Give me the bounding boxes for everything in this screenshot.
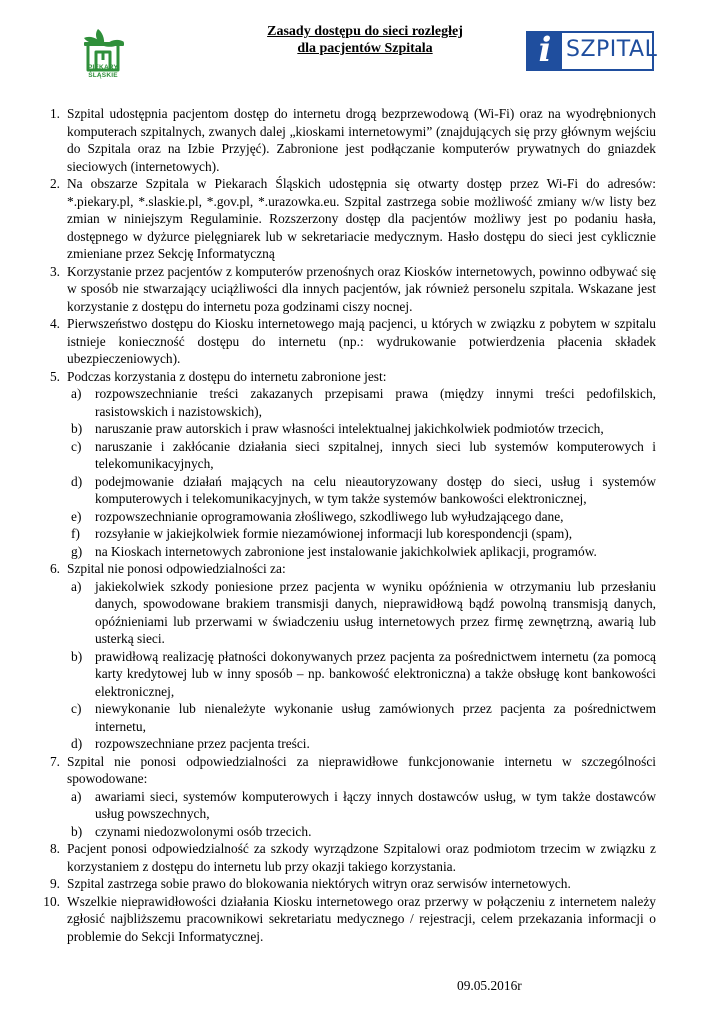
rule-number: 10. [43,893,60,909]
subitem-letter: g) [71,543,83,559]
rule-subitem [67,823,656,841]
rule-item [34,368,656,561]
rule-text: Wszelkie nieprawidłowości działania Kiosku internetowego oraz przerwy w połączeniu z internetem należy zgłosić najbliższemu pracownikowi sekretariatu medycznego / rejestracji, celem przekazania informacji o problemie do Sekcji Informatycznej. [67,893,656,944]
subitem-letter: d) [71,473,83,489]
rule-item [34,840,656,875]
rule-subitem [67,648,656,701]
subitem-text: prawidłową realizację płatności dokonywanych przez pacjenta za pośrednictwem internetu (za pomocą karty kredytowej lub w inny sposób – np. bankowość elektroniczna) a także obsługę kont bankowości elektronicznej, [95,648,656,699]
rule-subitem [67,385,656,420]
rule-number: 9. [49,876,60,891]
i-szpital-logo [526,30,658,71]
rule-number: 2. [49,176,60,191]
rule-subitem [67,525,656,543]
subitem-letter: d) [71,736,83,751]
rule-item [34,560,656,753]
subitem-letter: c) [71,438,82,454]
i-letter: i [538,30,552,70]
rule-item [34,315,656,368]
i-info-icon [528,30,562,70]
rule-item [34,875,656,893]
rule-text: Podczas korzystania z dostępu do internetu zabronione jest: [67,368,387,384]
subitem-text: podejmowanie działań mających na celu nieautoryzowany dostęp do sieci, usług i systemów komputerowych i telekomunikacyjnych, w tym także systemów bankowości elektronicznej, [95,473,656,506]
rule-subitem [67,735,656,753]
rules-list [34,105,656,945]
left-logo-caption-line1: PIEKARY [87,64,119,71]
title-line-1: Zasady dostępu do sieci rozległej [267,24,463,39]
title-line-2: dla pacjentów Szpitala [297,41,433,56]
rule-item [34,893,656,946]
left-logo-caption-line2: ŚLĄSKIE [88,71,118,79]
rule-subitem [67,473,656,508]
rule-number: 5. [49,368,60,384]
rule-text: Szpital nie ponosi odpowiedzialności za nieprawidłowe funkcjonowanie internetu w szczególności spowodowane: [67,753,656,786]
subitem-letter: c) [71,701,82,716]
rule-text: Szpital zastrzega sobie prawo do blokowania niektórych witryn oraz serwisów internetowych. [67,876,571,891]
rule-subitem [67,420,656,438]
rule-item [34,263,656,316]
subitem-letter: a) [71,788,82,804]
subitem-text: naruszanie i zakłócanie działania sieci szpitalnej, innych sieci lub systemów komputerowych i telekomunikacyjnych, [95,438,656,471]
page-title [150,23,580,57]
rule-subitem [67,788,656,823]
subitem-text: jakiekolwiek szkody poniesione przez pacjenta w wyniku opóźnienia w otrzymaniu lub przesłaniu danych, spowodowane brakiem transmisji danych, nieprawidłową bądź powolną transmisją danych, opóźnieniami lub przerwami w świadczeniu usług internetowych przez firmę zewnętrzną, awarią lub usterką sieci. [95,578,656,646]
subitem-text: na Kioskach internetowych zabronione jest instalowanie jakichkolwiek aplikacji, programów. [95,543,597,559]
rule-text: Korzystanie przez pacjentów z komputerów przenośnych oraz Kiosków internetowych, powinno odbywać się w sposób nie stwarzający uciążliwości dla innych pacjentów, jak również personelu szpitala. Wskazane jest korzystanie z dostępu do internetu poza godzinami ciszy nocnej. [67,263,656,314]
rule-subitem [67,543,656,561]
rule-subitem [67,508,656,526]
subitem-text: awariami sieci, systemów komputerowych i łączy innych dostawców usług, w tym także dostawców usług powszechnych, [95,788,656,821]
rule-subitem [67,700,656,735]
rule-number: 1. [49,106,60,121]
rule-subitem [67,438,656,473]
subitem-text: rozsyłanie w jakiejkolwiek formie niezamówionej informacji lub korespondencji (spam), [95,526,573,541]
rule-number: 7. [49,753,60,769]
subitem-letter: a) [71,386,82,401]
rule-text: Pierwszeństwo dostępu do Kiosku internetowego mają pacjenci, u których w związku z pobytem w szpitalu istnieje konieczność dostępu do internetu (np.: wydrukowanie potwierdzenia płacenia składek ubezpieczeniowych). [67,316,656,366]
rule-text: Szpital udostępnia pacjentom dostęp do internetu drogą bezprzewodową (Wi-Fi) oraz na wyodrębnionych komputerach szpitalnych, zwanych dalej „kioskami internetowymi” (znajdujących się przy głównym wejściu do Szpitala oraz na Izbie Przyjęć). Zabronione jest podłączanie komputerów prywatnych do gniazdek sieciowych (internetowych). [67,106,656,174]
subitem-text: rozpowszechnianie oprogramowania złośliwego, szkodliwego lub wyłudzającego dane, [95,508,564,524]
rule-item [34,753,656,841]
subitem-letter: b) [71,823,83,839]
subitem-text: naruszanie praw autorskich i praw własności intelektualnej jakichkolwiek podmiotów trzecich, [95,421,604,436]
rule-text: Szpital nie ponosi odpowiedzialności za: [67,561,286,576]
subitem-text: niewykonanie lub nienależyte wykonanie usług zamówionych przez pacjenta za pośrednictwem internetu, [95,701,656,734]
left-logo-caption [72,64,134,79]
subitem-text: rozpowszechniane przez pacjenta treści. [95,736,310,751]
rule-text: Pacjent ponosi odpowiedzialność za szkody wyrządzone Szpitalowi oraz podmiotom trzecim w związku z korzystaniem z dostępu do internetu lub przy okazji takiego korzystania. [67,841,656,874]
subitem-letter: a) [71,578,82,594]
subitem-letter: f) [71,526,80,541]
subitem-text: czynami niedozwolonymi osób trzecich. [95,823,312,839]
rule-text: Na obszarze Szpitala w Piekarach Śląskich udostępnia się otwarty dostęp przez Wi-Fi do adresów: *.piekary.pl, *.slaskie.pl, *.gov.pl, *.urazowka.eu. Szpital zastrzega sobie możliwość zmiany w/w listy bez zmian w niniejszym Regulaminie. Rozszerzony dostęp dla pacjentów możliwy jest po podaniu hasła, dostępnego w dyżurce pielęgniarek lub w sekretariacie medycznym. Hasło dostępu do sieci jest cyklicznie zmieniane przez Sekcję Informatyczną [67,176,656,261]
subitem-text: rozpowszechnianie treści zakazanych przepisami prawa (między innymi treści pedofilskich, rasistowskich i nazistowskich), [95,386,656,419]
subitem-letter: b) [71,421,83,436]
rule-subitem [67,578,656,648]
rule-number: 4. [49,316,60,331]
rule-item [34,105,656,175]
subitem-letter: b) [71,648,83,664]
subitem-letter: e) [71,508,82,524]
rule-number: 6. [49,561,60,576]
rule-number: 3. [49,263,60,279]
document-date: 09.05.2016r [457,978,522,993]
szpital-wordmark: SZPITAL [566,37,658,62]
rule-number: 8. [49,841,60,856]
rule-item [34,175,656,263]
